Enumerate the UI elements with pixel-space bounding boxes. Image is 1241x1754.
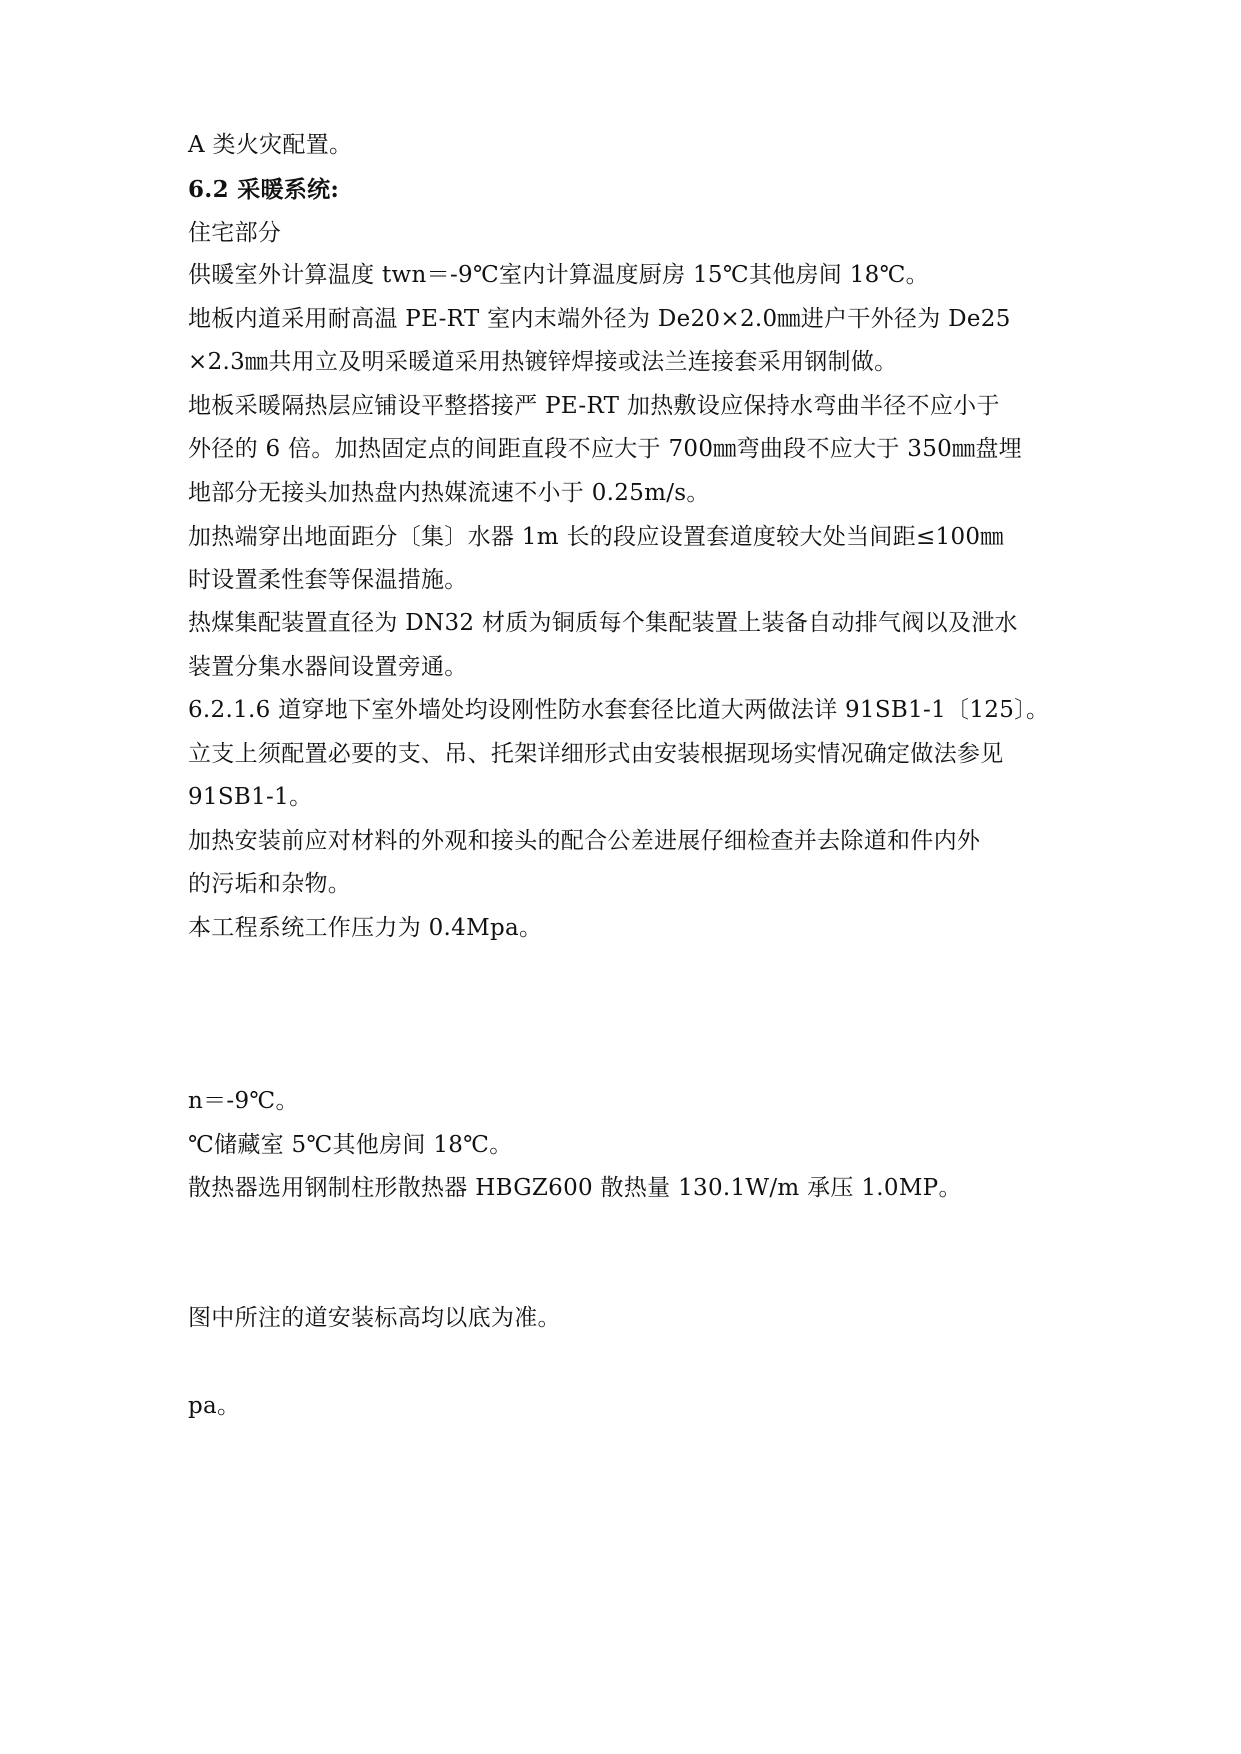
text-line: 地部分无接头加热盘内热媒流速不小于 0.25m/s。 <box>188 480 710 506</box>
text-line: 加热安装前应对材料的外观和接头的配合公差进展仔细检查并去除道和件内外 <box>188 828 981 854</box>
text-line: 供暖室外计算温度 twn＝-9℃室内计算温度厨房 15℃其他房间 18℃。 <box>188 262 929 288</box>
text-line: 时设置柔性套等保温措施。 <box>188 567 468 593</box>
text-line: ×2.3㎜共用立及明采暖道采用热镀锌焊接或法兰连接套采用钢制做。 <box>188 349 898 375</box>
text-line: 的污垢和杂物。 <box>188 871 352 897</box>
text-line: n＝-9℃。 <box>188 1088 299 1114</box>
text-line: 装置分集水器间设置旁通。 <box>188 654 468 680</box>
text-line: 加热端穿出地面距分〔集〕水器 1m 长的段应设置套道度较大处当间距≤100㎜ <box>188 524 1004 550</box>
text-line: 外径的 6 倍。加热固定点的间距直段不应大于 700㎜弯曲段不应大于 350㎜盘埋 <box>188 436 1022 462</box>
text-line: 6.2.1.6 道穿地下室外墙处均设刚性防水套套径比道大两做法详 91SB1-1〔125〕。 <box>188 697 1050 723</box>
text-line: 地板采暖隔热层应铺设平整搭接严 PE-RT 加热敷设应保持水弯曲半径不应小于 <box>188 393 1000 419</box>
text-line: 立支上须配置必要的支、吊、托架详细形式由安装根据现场实情况确定做法参见 <box>188 741 1004 767</box>
section-heading: 6.2 采暖系统: <box>188 176 340 203</box>
subsection-label: 住宅部分 <box>188 220 282 246</box>
text-line: 图中所注的道安装标高均以底为准。 <box>188 1305 561 1331</box>
text-line: 热煤集配装置直径为 DN32 材质为铜质每个集配装置上装备自动排气阀以及泄水 <box>188 610 1018 636</box>
text-line: pa。 <box>188 1393 241 1419</box>
text-line: A 类火灾配置。 <box>188 132 353 158</box>
text-line: 本工程系统工作压力为 0.4Mpa。 <box>188 915 543 941</box>
text-line: 地板内道采用耐高温 PE-RT 室内末端外径为 De20×2.0㎜进户干外径为 De25 <box>188 306 1011 332</box>
text-line: 91SB1-1。 <box>188 784 313 810</box>
text-line: ℃储藏室 5℃其他房间 18℃。 <box>188 1132 513 1158</box>
text-line: 散热器选用钢制柱形散热器 HBGZ600 散热量 130.1W/m 承压 1.0MP。 <box>188 1175 962 1201</box>
